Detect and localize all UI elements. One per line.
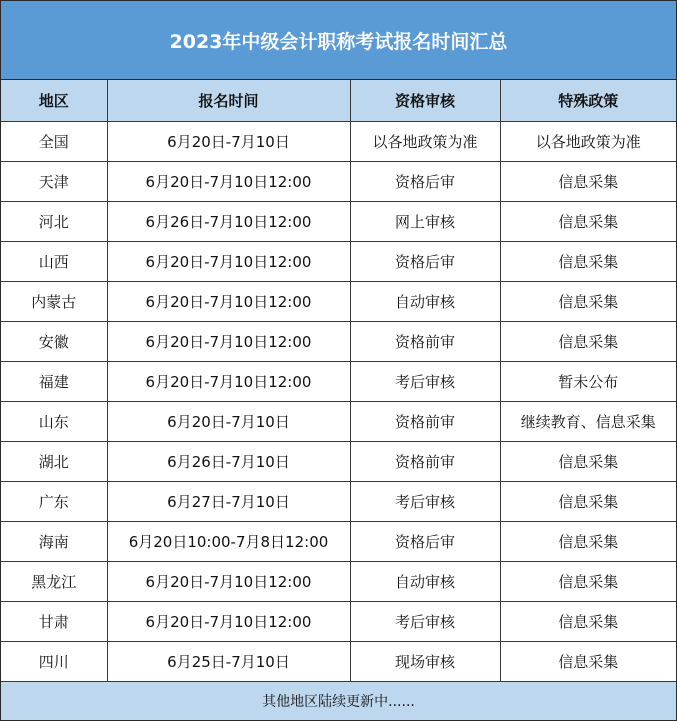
cell-qualification-review: 考后审核 <box>350 361 500 401</box>
cell-qualification-review: 资格后审 <box>350 521 500 561</box>
cell-qualification-review: 资格前审 <box>350 401 500 441</box>
column-header-region: 地区 <box>1 80 107 121</box>
cell-registration-time: 6月20日-7月10日12:00 <box>107 361 350 401</box>
cell-special-policy: 信息采集 <box>500 201 676 241</box>
cell-region: 福建 <box>1 361 107 401</box>
cell-qualification-review: 资格后审 <box>350 161 500 201</box>
cell-special-policy: 信息采集 <box>500 441 676 481</box>
cell-special-policy: 以各地政策为准 <box>500 121 676 161</box>
cell-qualification-review: 自动审核 <box>350 561 500 601</box>
cell-special-policy: 信息采集 <box>500 481 676 521</box>
column-header-special-policy: 特殊政策 <box>500 80 676 121</box>
table-row <box>1 401 676 441</box>
cell-qualification-review: 以各地政策为准 <box>350 121 500 161</box>
cell-region: 山西 <box>1 241 107 281</box>
column-header-qualification-review: 资格审核 <box>350 80 500 121</box>
cell-special-policy: 信息采集 <box>500 281 676 321</box>
table-body <box>1 121 676 681</box>
cell-special-policy: 暂未公布 <box>500 361 676 401</box>
cell-special-policy: 继续教育、信息采集 <box>500 401 676 441</box>
table-row <box>1 121 676 161</box>
column-header-registration-time: 报名时间 <box>107 80 350 121</box>
table-row <box>1 281 676 321</box>
cell-qualification-review: 网上审核 <box>350 201 500 241</box>
cell-registration-time: 6月25日-7月10日 <box>107 641 350 681</box>
cell-special-policy: 信息采集 <box>500 561 676 601</box>
table-row <box>1 201 676 241</box>
registration-table <box>1 80 676 682</box>
cell-registration-time: 6月20日-7月10日12:00 <box>107 601 350 641</box>
page-title: 2023年中级会计职称考试报名时间汇总 <box>1 1 676 80</box>
table-row <box>1 361 676 401</box>
cell-registration-time: 6月20日-7月10日 <box>107 401 350 441</box>
cell-region: 河北 <box>1 201 107 241</box>
cell-qualification-review: 资格后审 <box>350 241 500 281</box>
table-row <box>1 481 676 521</box>
cell-registration-time: 6月26日-7月10日 <box>107 441 350 481</box>
cell-registration-time: 6月20日-7月10日12:00 <box>107 161 350 201</box>
table-row <box>1 321 676 361</box>
cell-region: 四川 <box>1 641 107 681</box>
cell-registration-time: 6月20日-7月10日12:00 <box>107 281 350 321</box>
cell-qualification-review: 自动审核 <box>350 281 500 321</box>
table-row <box>1 161 676 201</box>
cell-region: 广东 <box>1 481 107 521</box>
table-row <box>1 601 676 641</box>
cell-special-policy: 信息采集 <box>500 521 676 561</box>
cell-registration-time: 6月20日-7月10日12:00 <box>107 561 350 601</box>
cell-registration-time: 6月20日-7月10日12:00 <box>107 321 350 361</box>
cell-region: 天津 <box>1 161 107 201</box>
cell-registration-time: 6月26日-7月10日12:00 <box>107 201 350 241</box>
cell-special-policy: 信息采集 <box>500 641 676 681</box>
table-row <box>1 441 676 481</box>
cell-registration-time: 6月20日-7月10日12:00 <box>107 241 350 281</box>
cell-region: 黑龙江 <box>1 561 107 601</box>
cell-special-policy: 信息采集 <box>500 601 676 641</box>
cell-region: 甘肃 <box>1 601 107 641</box>
table-header-row <box>1 80 676 121</box>
cell-region: 山东 <box>1 401 107 441</box>
cell-registration-time: 6月20日10:00-7月8日12:00 <box>107 521 350 561</box>
cell-registration-time: 6月27日-7月10日 <box>107 481 350 521</box>
cell-qualification-review: 现场审核 <box>350 641 500 681</box>
cell-region: 全国 <box>1 121 107 161</box>
cell-special-policy: 信息采集 <box>500 161 676 201</box>
cell-registration-time: 6月20日-7月10日 <box>107 121 350 161</box>
cell-region: 内蒙古 <box>1 281 107 321</box>
table-row <box>1 521 676 561</box>
table-row <box>1 241 676 281</box>
cell-qualification-review: 资格前审 <box>350 441 500 481</box>
table-row <box>1 561 676 601</box>
cell-region: 海南 <box>1 521 107 561</box>
cell-region: 湖北 <box>1 441 107 481</box>
cell-special-policy: 信息采集 <box>500 321 676 361</box>
cell-qualification-review: 考后审核 <box>350 481 500 521</box>
cell-qualification-review: 考后审核 <box>350 601 500 641</box>
cell-special-policy: 信息采集 <box>500 241 676 281</box>
footer-note: 其他地区陆续更新中...... <box>1 681 676 720</box>
cell-qualification-review: 资格前审 <box>350 321 500 361</box>
cell-region: 安徽 <box>1 321 107 361</box>
table-row <box>1 641 676 681</box>
